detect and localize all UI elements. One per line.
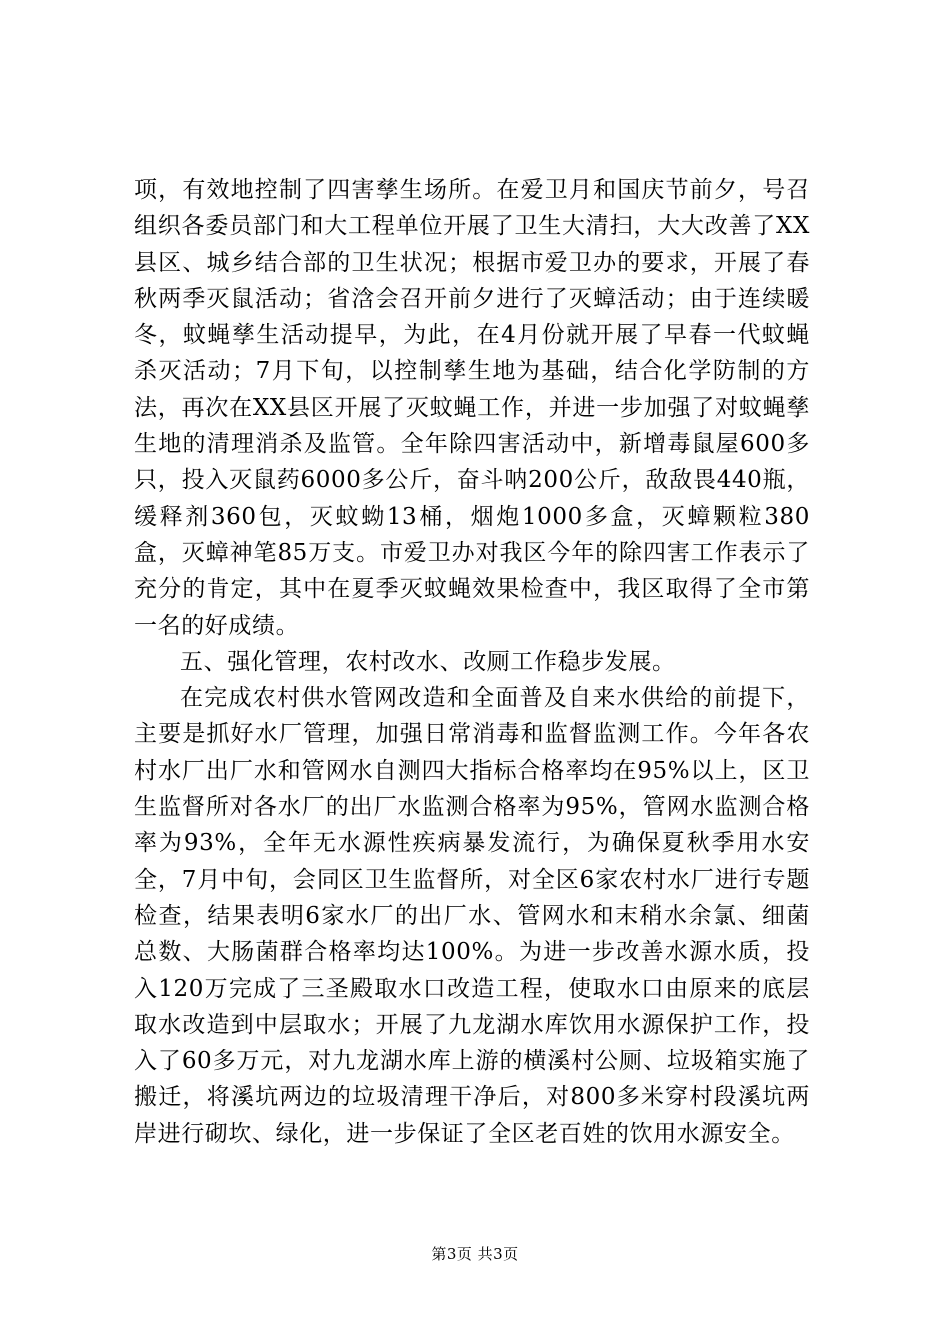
- paragraph-water-supply: 在完成农村供水管网改造和全面普及自来水供给的前提下，主要是抓好水厂管理，加强日常消毒和监督监测工作。今年各农村水厂出厂水和管网水自测四大指标合格率均在95%以上，区卫生监督所对各水厂的出厂水监测合格率为95%，管网水监测合格率为93%，全年无水源性疾病暴发流行，为确保夏秋季用水安全，7月中旬，会同区卫生监督所，对全区6家农村水厂进行专题检查，结果表明6家水厂的出厂水、管网水和末稍水余氯、细菌总数、大肠菌群合格率均达100%。为进一步改善水源水质，投入120万完成了三圣殿取水口改造工程，使取水口由原来的底层取水改造到中层取水；开展了九龙湖水库饮用水源保护工作，投入了60多万元，对九龙湖水库上游的横溪村公厕、垃圾箱实施了搬迁，将溪坑两边的垃圾清理干净后，对800多米穿村段溪坑两岸进行砌坎、绿化，进一步保证了全区老百姓的饮用水源安全。: [134, 685, 810, 1147]
- page-number-footer: 第3页 共3页: [431, 1245, 519, 1263]
- paragraph-pest-control: 项，有效地控制了四害孳生场所。在爱卫月和国庆节前夕，号召组织各委员部门和大工程单位开展了卫生大清扫，大大改善了XX县区、城乡结合部的卫生状况；根据市爱卫办的要求，开展了春秋两季灭鼠活动；省浛会召开前夕进行了灭蟑活动；由于连续暖冬，蚊蝇孳生活动提早，为此，在4月份就开展了早春一代蚊蝇杀灭活动；7月下旬，以控制孳生地为基础，结合化学防制的方法，再次在XX县区开展了灭蚊蝇工作，并进一步加强了对蚊蝇孳生地的清理消杀及监管。全年除四害活动中，新增毒鼠屋600多只，投入灭鼠药6000多公斤，奋斗呐200公斤，敌敌畏440瓶，缓释剂360包，灭蚊蚴13桶，烟炮1000多盒，灭蟑颗粒380盒，灭蟑神笔85万支。市爱卫办对我区今年的除四害工作表示了充分的肯定，其中在夏季灭蚊蝇效果检查中，我区取得了全市第一名的好成绩。: [134, 177, 810, 639]
- document-body: [134, 172, 810, 1152]
- section-heading-water-toilet: 五、强化管理，农村改水、改厕工作稳步发展。: [180, 648, 676, 675]
